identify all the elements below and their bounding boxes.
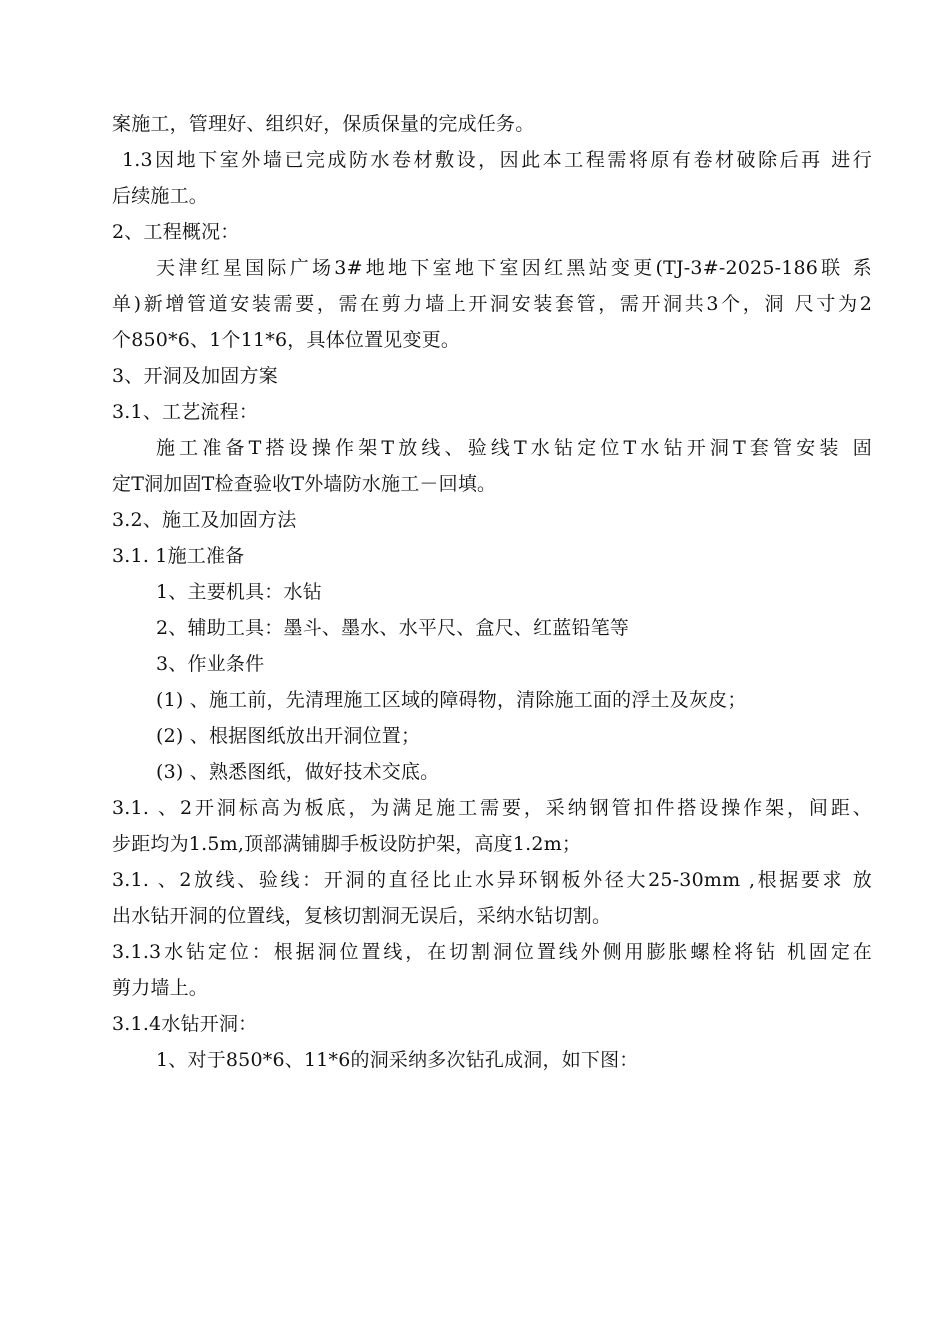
text-line: 1.3因地下室外墙已完成防水卷材敷设，因此本工程需将原有卷材破除后再 进行 [122,149,872,171]
list-item: 1、主要机具：水钻 [156,581,322,603]
document-body [112,106,872,1078]
subsection-heading: 3.2、施工及加固方法 [112,509,297,531]
list-item: 3、作业条件 [156,653,265,675]
list-item: 2、辅助工具：墨斗、墨水、水平尺、盒尺、红蓝铅笔等 [156,617,630,639]
subsection-heading: 3.1. 1施工准备 [112,545,245,567]
text-line: 个850*6、1个11*6，具体位置见变更。 [112,329,461,351]
list-item: (1) 、施工前，先清理施工区域的障碍物，清除施工面的浮土及灰皮； [156,689,747,711]
text-line: 案施工，管理好、组织好，保质保量的完成任务。 [112,113,535,135]
section-heading: 3、开洞及加固方案 [112,365,278,387]
text-line: 出水钻开洞的位置线，复核切割洞无误后，采纳水钻切割。 [112,905,612,927]
subsection-heading: 3.1、工艺流程： [112,401,259,423]
list-item: 1、对于850*6、11*6的洞采纳多次钻孔成洞，如下图： [156,1049,639,1071]
text-line: 步距均为1.5m,顶部满铺脚手板设防护架，高度1.2m； [112,833,582,855]
text-line: 后续施工。 [112,185,209,207]
text-line: 施工准备T搭设操作架T放线、验线T水钻定位T水钻开洞T套管安装 固 [156,437,872,459]
text-line: 单)新增管道安装需要，需在剪力墙上开洞安装套管，需开洞共3个，洞 尺寸为2 [112,293,872,315]
text-line: 3.1. 、2开洞标高为板底，为满足施工需要，采纳钢管扣件搭设操作架，间距、 [112,797,872,819]
text-line: 定T洞加固T检查验收T外墙防水施工－回填。 [112,473,497,495]
list-item: (3) 、熟悉图纸，做好技术交底。 [156,761,440,783]
section-heading: 2、工程概况： [112,221,240,243]
text-line: 剪力墙上。 [112,977,209,999]
text-line: 天津红星国际广场3#地地下室地下室因红黑站变更(TJ-3#-2025-186联 系 [156,257,872,279]
text-line: 3.1.3水钻定位：根据洞位置线，在切割洞位置线外侧用膨胀螺栓将钻 机固定在 [112,941,872,963]
subsection-heading: 3.1.4水钻开洞： [112,1013,258,1035]
list-item: (2) 、根据图纸放出开洞位置； [156,725,421,747]
text-line: 3.1. 、2放线、验线：开洞的直径比止水异环钢板外径大25-30mm ,根据要求 放 [112,869,872,891]
